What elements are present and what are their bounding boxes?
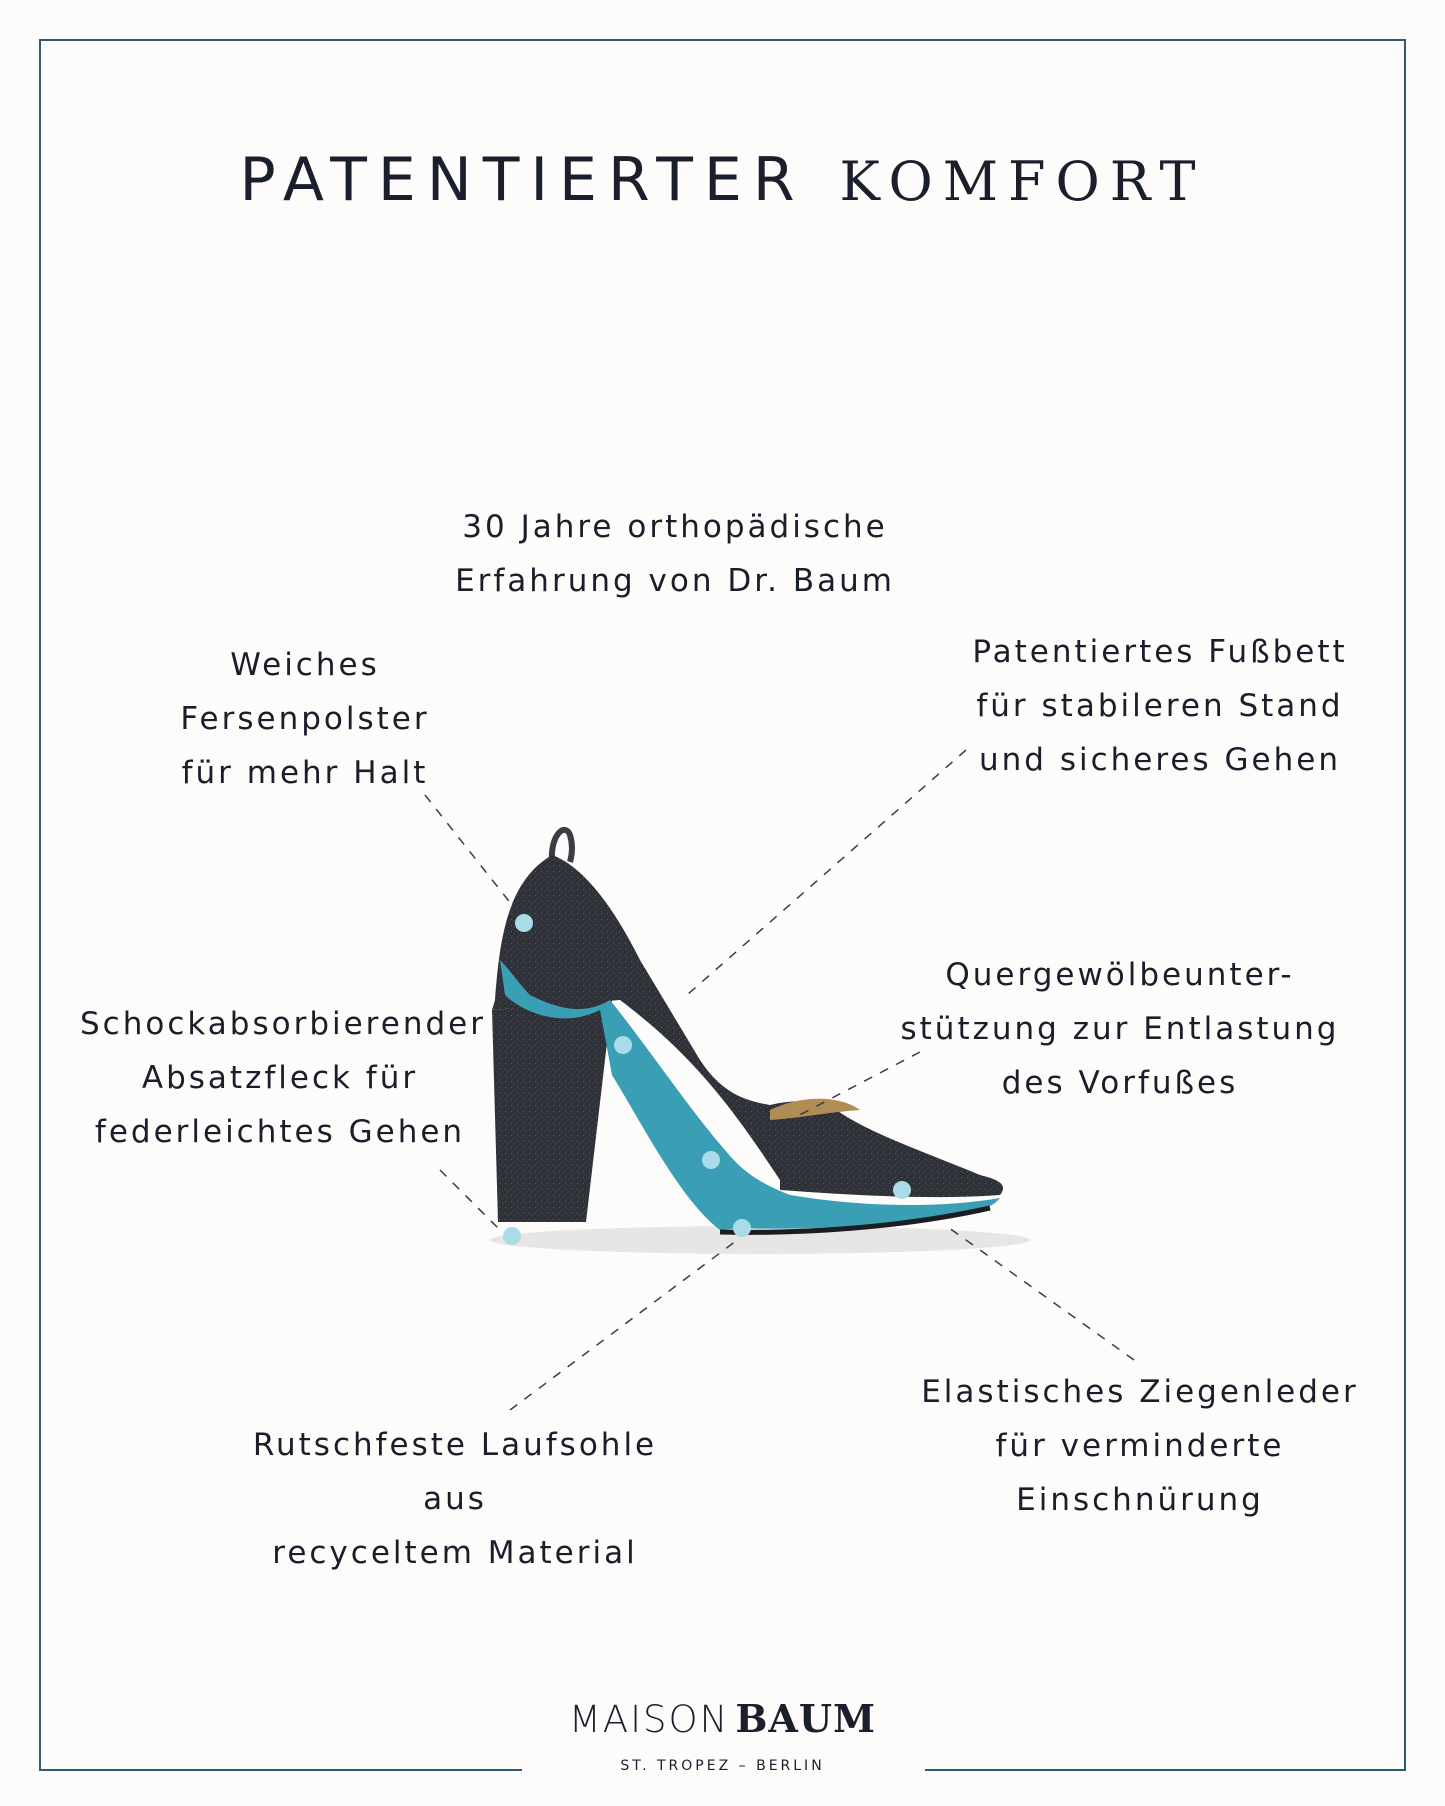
callout-line: Quergewölbeunter-: [945, 957, 1295, 993]
callout-line: 30 Jahre orthopädische: [462, 509, 888, 545]
callout-line: für stabileren Stand: [976, 688, 1344, 724]
callout-line: federleichtes Gehen: [94, 1114, 466, 1150]
marker-arch: [702, 1151, 720, 1169]
marker-footbed: [614, 1036, 632, 1054]
marker-leather: [893, 1181, 911, 1199]
marker-heel-tip: [503, 1227, 521, 1245]
callout-line: Elastisches Ziegenleder: [921, 1374, 1359, 1410]
marker-outsole: [733, 1219, 751, 1237]
callout-line: Erfahrung von Dr. Baum: [455, 563, 895, 599]
callout-line: Schockabsorbierender: [80, 1006, 486, 1042]
leader-heel-tip: [440, 1170, 500, 1230]
callout-heel-pad: [150, 638, 460, 800]
callout-footbed: [960, 625, 1360, 787]
callout-line: aus: [423, 1481, 487, 1517]
callout-line: Patentiertes Fußbett: [972, 634, 1348, 670]
leader-heel-pad: [425, 795, 512, 905]
callout-line: Weiches: [230, 647, 380, 683]
callout-line: Fersenpolster: [180, 701, 430, 737]
callout-line: und sicheres Gehen: [979, 742, 1341, 778]
brand-name-part-1: MAISON: [568, 1698, 730, 1741]
brand-logo: [0, 1696, 1445, 1741]
brand-name-part-2: BAUM: [735, 1696, 877, 1741]
heel-block: [492, 1000, 612, 1222]
brand-tagline: ST. TROPEZ – BERLIN: [620, 1758, 825, 1774]
leader-outsole: [510, 1238, 740, 1410]
callout-heel-tip: [80, 997, 486, 1159]
callout-line: für verminderte: [995, 1428, 1285, 1464]
callout-line: des Vorfußes: [1001, 1065, 1239, 1101]
callout-line: stützung zur Entlastung: [900, 1011, 1340, 1047]
callout-arch-support: [900, 948, 1340, 1110]
callout-line: Rutschfeste Laufsohle: [252, 1427, 658, 1463]
callout-outsole: [250, 1418, 660, 1580]
callout-line: recyceltem Material: [272, 1535, 638, 1571]
callout-experience: [430, 500, 920, 608]
callout-leather: [900, 1365, 1380, 1527]
title-part-2: KOMFORT: [839, 150, 1206, 213]
callout-line: Absatzfleck für: [141, 1060, 419, 1096]
title-part-1: PATENTIERTER: [239, 145, 806, 215]
callout-line: Einschnürung: [1016, 1482, 1264, 1518]
callout-line: für mehr Halt: [181, 755, 429, 791]
marker-heel-pad: [515, 914, 533, 932]
